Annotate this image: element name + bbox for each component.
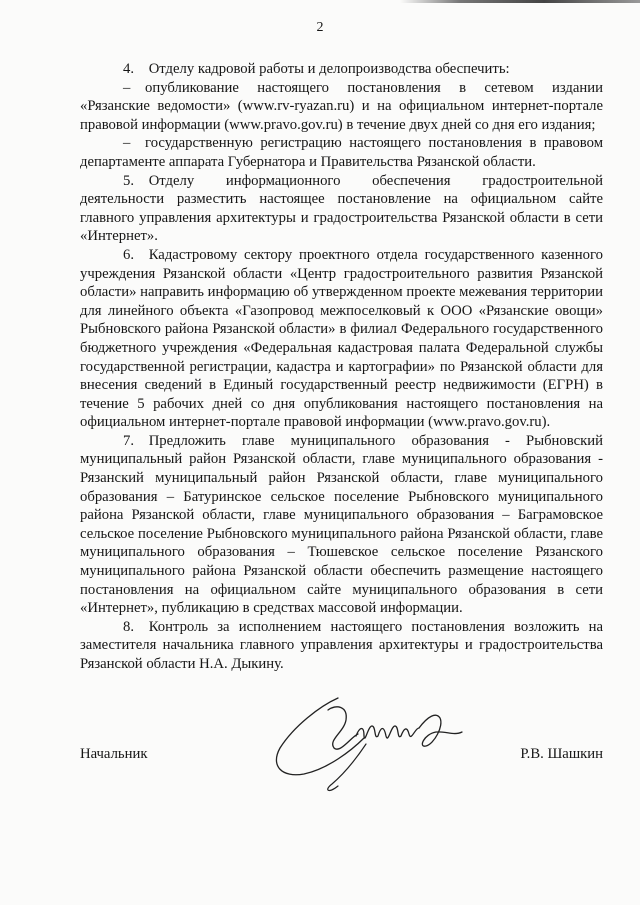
paragraph-5: 5. Отделу информационного обеспечения градостроительной деятельности разместить настоящее постановление на официальном сайте главного управления архитектуры и градостроительства Рязанской области в сети «Интернет».	[80, 172, 603, 245]
paragraph-4-item-publication: – опубликование настоящего постановления в сетевом издании «Рязанские ведомости» (www.rv-ryazan.ru) и на официальном интернет-портале правовой информации (www.pravo.gov.ru) в течение двух дней со дня его издания;	[80, 79, 603, 133]
paragraph-4-heading: 4. Отделу кадровой работы и делопроизводства обеспечить:	[123, 61, 510, 77]
document-body	[80, 60, 603, 674]
paragraph-4-item-registration: – государственную регистрацию настоящего постановления в правовом департаменте аппарата Губернатора и Правительства Рязанской области.	[80, 135, 603, 170]
paragraph-6: 6. Кадастровому сектору проектного отдела государственного казенного учреждения Рязанской области «Центр градостроительного развития Рязанской области» направить информацию об утвержденном проекте межевания территории для линейного объекта «Газопровод межпоселковый к ООО «Рязанские овощи» Рыбновского района Рязанской области» в филиал Федерального государственного бюджетного учреждения «Федеральная кадастровая палата Федеральной службы государственной регистрации, кадастра и картографии» по Рязанской области для внесения сведений в Единый государственный реестр недвижимости (ЕГРН) в течение 5 рабочих дней со дня опубликования настоящего постановления на официальном интернет-портале правовой информации (www.pravo.gov.ru).	[80, 246, 603, 431]
scan-edge-mark	[400, 0, 640, 3]
paragraph-8: 8. Контроль за исполнением настоящего постановления возложить на заместителя начальника главного управления архитектуры и градостроительства Рязанской области Н.А. Дыкину.	[80, 618, 603, 672]
signer-position: Начальник	[80, 746, 148, 762]
page-number: 2	[316, 20, 324, 35]
paragraph-7: 7. Предложить главе муниципального образования - Рыбновский муниципальный район Рязанской области, главе муниципального образования - Рязанский муниципальный район Рязанской области, главе муниципального образования – Батуринское сельское поселение Рыбновского муниципального района Рязанской области, главе муниципального образования – Баграмовское сельское поселение Рыбновского муниципального района Рязанской области, главе муниципального образования – Тюшевское сельское поселение Рязанского муниципального района Рязанской области обеспечить размещение настоящего постановления на официальном сайте муниципального образования в сети «Интернет», публикацию в средствах массовой информации.	[80, 432, 603, 617]
signature-row	[80, 746, 603, 770]
signer-name: Р.В. Шашкин	[520, 746, 603, 762]
